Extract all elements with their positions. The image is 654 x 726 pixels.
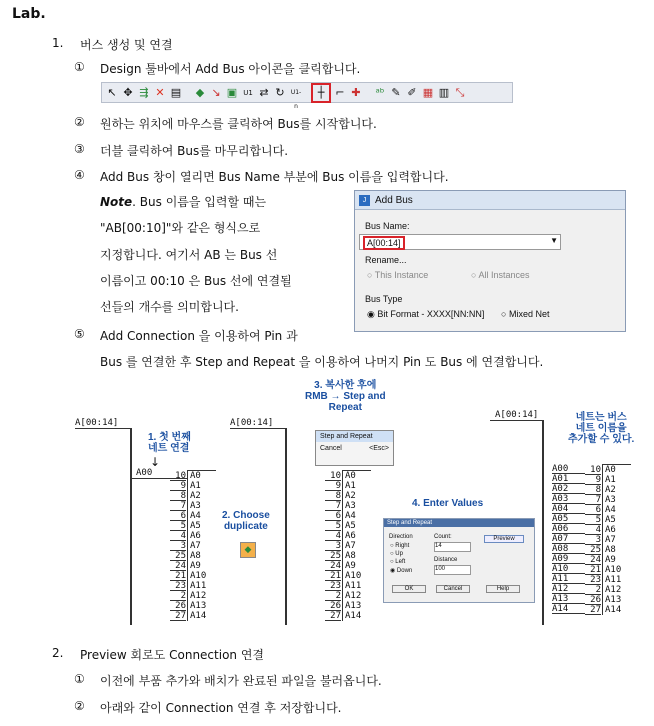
move-icon[interactable]: ✥ — [123, 85, 133, 99]
design-toolbar — [101, 82, 513, 110]
radio-icon: ○ — [471, 270, 477, 280]
pin-number: 26 — [170, 602, 186, 611]
pin-number: 25 — [170, 552, 186, 561]
context-menu — [315, 430, 394, 466]
add-bus-icon[interactable]: ┼ — [311, 83, 331, 103]
pin-label: A2 — [190, 491, 201, 501]
section2-title: Preview 회로도 Connection 연결 — [80, 648, 265, 662]
pin-number: 21 — [325, 572, 341, 581]
radio-selected-icon: ◉ — [367, 309, 375, 319]
count-input[interactable]: 14 — [434, 542, 471, 552]
pin-number: 4 — [170, 532, 186, 541]
bus-type-label: Bus Type — [365, 294, 403, 304]
step5-mark: ⑤ — [74, 327, 85, 341]
pin-number: 26 — [585, 596, 601, 605]
pin-number: 7 — [325, 502, 341, 511]
bus-type-bit-format[interactable]: ◉ Bit Format - XXXX[NN:NN] — [367, 309, 485, 319]
bus-name-input[interactable] — [359, 234, 561, 250]
pencil-icon[interactable]: ✐ — [407, 85, 417, 99]
net-label: A09 — [552, 555, 585, 564]
pin-number: 6 — [325, 512, 341, 521]
step3-text: 더블 클릭하여 Bus를 마무리합니다. — [100, 144, 289, 158]
net-label: A08 — [552, 545, 585, 554]
step4-text: Add Bus 창이 열리면 Bus Name 부분에 Bus 이름을 입력합니다. — [100, 170, 449, 184]
duplicate-icon[interactable]: ◆ — [240, 542, 256, 558]
add-net-icon[interactable]: ✚ — [351, 85, 361, 99]
pin-label: A1 — [605, 475, 616, 485]
step5-line2: Bus 를 연결한 후 Step and Repeat 을 이용하여 나머지 Pin 도 Bus 에 연결합니다. — [100, 355, 544, 369]
pin-label: A0 — [190, 471, 201, 481]
component-2 — [325, 470, 370, 620]
pin-number: 21 — [170, 572, 186, 581]
help-button[interactable]: Help — [486, 585, 520, 593]
pin-label: A8 — [190, 551, 201, 561]
bus-type-mixed-net[interactable]: ○ Mixed Net — [501, 309, 550, 319]
pin-number: 25 — [325, 552, 341, 561]
step2-mark: ② — [74, 115, 85, 129]
swap-icon[interactable]: ⇄ — [259, 85, 269, 99]
pin-number: 3 — [170, 542, 186, 551]
radio-icon: ○ — [367, 270, 373, 280]
step1-mark: ① — [74, 60, 85, 74]
note-line-2: "AB[00:10]"와 같은 형식으로 — [100, 221, 261, 235]
bus-line-2 — [230, 428, 285, 429]
pin-label: A10 — [190, 571, 207, 581]
callout-5: 네트는 버스 네트 이름을 추가할 수 있다. — [568, 412, 635, 445]
net-label: A05 — [552, 515, 585, 524]
rename-all-instances[interactable]: ○ All Instances — [471, 270, 530, 280]
step3-mark: ③ — [74, 142, 85, 156]
direction-label: Direction — [389, 534, 413, 540]
add-bus-dialog — [354, 190, 626, 332]
dir-down[interactable]: ◉ Down — [390, 568, 413, 574]
pin-label: A8 — [605, 545, 616, 555]
pin-label: A12 — [345, 591, 362, 601]
pin-number: 24 — [170, 562, 186, 571]
pin-label: A10 — [605, 565, 622, 575]
net-label: A11 — [552, 575, 585, 584]
pin-label: A11 — [190, 581, 207, 591]
pin-label: A13 — [345, 601, 362, 611]
pin-number: 9 — [585, 476, 601, 485]
pin-number: 6 — [170, 512, 186, 521]
pin-number: 27 — [585, 606, 601, 615]
pin-label: A5 — [190, 521, 201, 531]
bus-label-2: A[00:14] — [230, 418, 274, 428]
bus-vertical-3 — [542, 420, 544, 625]
app-icon: J — [359, 195, 370, 206]
bus-name-value: A[00:14] — [363, 236, 405, 250]
callout-1: 1. 첫 번째 네트 연결 — [148, 432, 191, 454]
net-label: A13 — [552, 595, 585, 604]
pin-label: A0 — [345, 471, 356, 481]
first-net-label: A00 — [136, 468, 153, 478]
note-line-5: 선들의 개수를 의미합니다. — [100, 300, 239, 314]
dialog-title: Add Bus — [375, 194, 413, 206]
bus-label-1: A[00:14] — [75, 418, 119, 428]
renumber-icon[interactable]: U1-n — [290, 88, 302, 110]
radio-icon: ○ — [501, 309, 507, 319]
pin-label: A12 — [190, 591, 207, 601]
dir-right[interactable]: ○ Right — [390, 543, 410, 549]
chart-icon[interactable]: ▦ — [422, 85, 434, 99]
pin-label: A9 — [345, 561, 356, 571]
dropdown-arrow-icon[interactable]: ▼ — [550, 236, 558, 245]
section2-number: 2. — [52, 646, 64, 660]
bus-name-label: Bus Name: — [365, 221, 410, 231]
pin-number: 4 — [325, 532, 341, 541]
pin-number: 2 — [170, 592, 186, 601]
add-part-icon[interactable]: ⇶ — [139, 85, 149, 99]
menu-step-and-repeat[interactable]: Step and Repeat — [316, 431, 393, 442]
pin-number: 23 — [585, 576, 601, 585]
distance-label: Distance — [434, 557, 458, 563]
pin-number: 7 — [585, 496, 601, 505]
pin-label: A6 — [190, 531, 201, 541]
net-label: A01 — [552, 475, 585, 484]
cancel-button[interactable]: Cancel — [436, 585, 470, 593]
pin-number: 2 — [325, 592, 341, 601]
pin-number: 26 — [325, 602, 341, 611]
net-label: A14 — [552, 605, 585, 614]
add-pin-icon[interactable]: ▣ — [226, 85, 238, 99]
net-name-icon[interactable]: ᵃᵇ — [375, 85, 385, 99]
net-label: A04 — [552, 505, 585, 514]
pin-label: A3 — [605, 495, 616, 505]
pin-label: A7 — [345, 541, 356, 551]
pin-label: A14 — [345, 611, 362, 621]
refresh-icon[interactable]: ↻ — [275, 85, 285, 99]
pin-label: A13 — [190, 601, 207, 611]
preview-button[interactable]: Preview — [484, 535, 524, 543]
note-line-4: 이름이고 00:10 은 Bus 선에 연결될 — [100, 274, 292, 288]
add-connection-icon[interactable]: ↘ — [211, 85, 221, 99]
net-label: A06 — [552, 525, 585, 534]
pin-number: 8 — [325, 492, 341, 501]
pin-label: A14 — [190, 611, 207, 621]
note-line-3: 지정합니다. 여기서 AB 는 Bus 선 — [100, 248, 278, 262]
pin-label: A5 — [345, 521, 356, 531]
pin-label: A1 — [190, 481, 201, 491]
step-repeat-dialog — [383, 518, 535, 603]
properties-icon[interactable]: ▤ — [170, 85, 182, 99]
pin-number: 7 — [170, 502, 186, 511]
s2-step2-text: 아래와 같이 Connection 연결 후 저장합니다. — [100, 701, 342, 715]
pin-number: 5 — [585, 516, 601, 525]
pin-number: 8 — [170, 492, 186, 501]
step2-text: 원하는 위치에 마우스를 클릭하여 Bus를 시작합니다. — [100, 117, 377, 131]
pin-label: A8 — [345, 551, 356, 561]
net-label: A02 — [552, 485, 585, 494]
bus-line-3 — [490, 420, 542, 421]
pin-number: 10 — [585, 466, 601, 475]
pin-label: A9 — [605, 555, 616, 565]
pin-label: A4 — [605, 505, 616, 515]
pin-label: A5 — [605, 515, 616, 525]
pin-label: A6 — [345, 531, 356, 541]
pin-label: A4 — [190, 511, 201, 521]
bus-vertical-1 — [130, 428, 132, 625]
bus-label-3: A[00:14] — [495, 410, 539, 420]
pin-number: 4 — [585, 526, 601, 535]
bus-entry-icon[interactable]: ⌐ — [335, 85, 345, 99]
section1-number: 1. — [52, 36, 64, 50]
arrows-icon[interactable]: ⤡ — [455, 85, 465, 99]
pin-label: A2 — [605, 485, 616, 495]
pin-number: 24 — [325, 562, 341, 571]
pin-number: 21 — [585, 566, 601, 575]
pin-number: 6 — [585, 506, 601, 515]
pin-number: 5 — [170, 522, 186, 531]
s2-step1-mark: ① — [74, 672, 85, 686]
count-label: Count: — [434, 534, 452, 540]
pointer-icon[interactable]: ↖ — [107, 85, 117, 99]
net-label: A10 — [552, 565, 585, 574]
pin-label: A4 — [345, 511, 356, 521]
lab-title: Lab. — [12, 6, 46, 22]
dir-up[interactable]: ○ Up — [390, 551, 403, 557]
callout-2: 2. Choose duplicate — [222, 510, 270, 532]
pin-label: A7 — [190, 541, 201, 551]
pin-label: A13 — [605, 595, 622, 605]
pin-number: 23 — [170, 582, 186, 591]
report-icon[interactable]: ▥ — [438, 85, 450, 99]
pin-label: A1 — [345, 481, 356, 491]
ok-button[interactable]: OK — [392, 585, 426, 593]
pin-label: A3 — [345, 501, 356, 511]
pin-label: A11 — [605, 575, 622, 585]
callout-3: 3. 복사한 후에 RMB → Step and Repeat — [305, 380, 386, 413]
pin-number: 27 — [170, 612, 186, 621]
pin-label: A12 — [605, 585, 622, 595]
distance-input[interactable]: 100 — [434, 565, 471, 575]
step1-text: Design 툴바에서 Add Bus 아이콘을 클릭합니다. — [100, 62, 361, 76]
pin-number: 9 — [170, 482, 186, 491]
s2-step2-mark: ② — [74, 699, 85, 713]
pin-number: 5 — [325, 522, 341, 531]
pin-label: A10 — [345, 571, 362, 581]
net-label: A00 — [552, 465, 585, 474]
pin-label: A2 — [345, 491, 356, 501]
delete-icon[interactable]: ✕ — [155, 85, 165, 99]
pin-number: 9 — [325, 482, 341, 491]
pin-number: 8 — [585, 486, 601, 495]
pin-label: A7 — [605, 535, 616, 545]
step5-line1: Add Connection 을 이용하여 Pin 과 — [100, 329, 298, 343]
bus-vertical-2 — [285, 428, 287, 625]
step4-mark: ④ — [74, 168, 85, 182]
rename-label: Rename... — [365, 255, 407, 265]
component-3 — [585, 464, 630, 614]
arrow-down-icon: ↓ — [150, 455, 161, 469]
pin-number: 10 — [170, 472, 186, 481]
note-label: Note — [100, 195, 133, 209]
section1-title: 버스 생성 및 연결 — [80, 38, 173, 52]
pin-number: 10 — [325, 472, 341, 481]
rename-this-instance[interactable]: ○ This Instance — [367, 270, 429, 280]
pin-label: A14 — [605, 605, 622, 615]
net-label: A03 — [552, 495, 585, 504]
add-component-icon[interactable]: ◆ — [195, 85, 205, 99]
pin-label: A0 — [605, 465, 616, 475]
net-label: A07 — [552, 535, 585, 544]
schematic-figure — [70, 380, 640, 625]
menu-cancel[interactable]: Cancel <Esc> — [320, 445, 389, 452]
pin-number: 3 — [325, 542, 341, 551]
pin-label: A11 — [345, 581, 362, 591]
step-dialog-title: Step and Repeat — [384, 519, 534, 527]
callout-4: 4. Enter Values — [412, 498, 484, 509]
edit-icon[interactable]: ✎ — [391, 85, 401, 99]
dir-left[interactable]: ○ Left — [390, 559, 406, 565]
pin-number: 25 — [585, 546, 601, 555]
pin-label: A3 — [190, 501, 201, 511]
pin-label: A9 — [190, 561, 201, 571]
s2-step1-text: 이전에 부품 추가와 배치가 완료된 파일을 불러옵니다. — [100, 674, 382, 688]
net-label: A12 — [552, 585, 585, 594]
dialog-titlebar — [355, 191, 625, 210]
pin-number: 3 — [585, 536, 601, 545]
bus-line-1 — [75, 428, 130, 429]
pin-number: 24 — [585, 556, 601, 565]
pin-label: A6 — [605, 525, 616, 535]
u1-icon[interactable]: U1 — [243, 88, 253, 97]
note-line-1: Note. Bus 이름을 입력할 때는 — [100, 195, 267, 209]
pin-number: 23 — [325, 582, 341, 591]
pin-number: 27 — [325, 612, 341, 621]
component-1 — [170, 470, 215, 620]
pin-number: 2 — [585, 586, 601, 595]
